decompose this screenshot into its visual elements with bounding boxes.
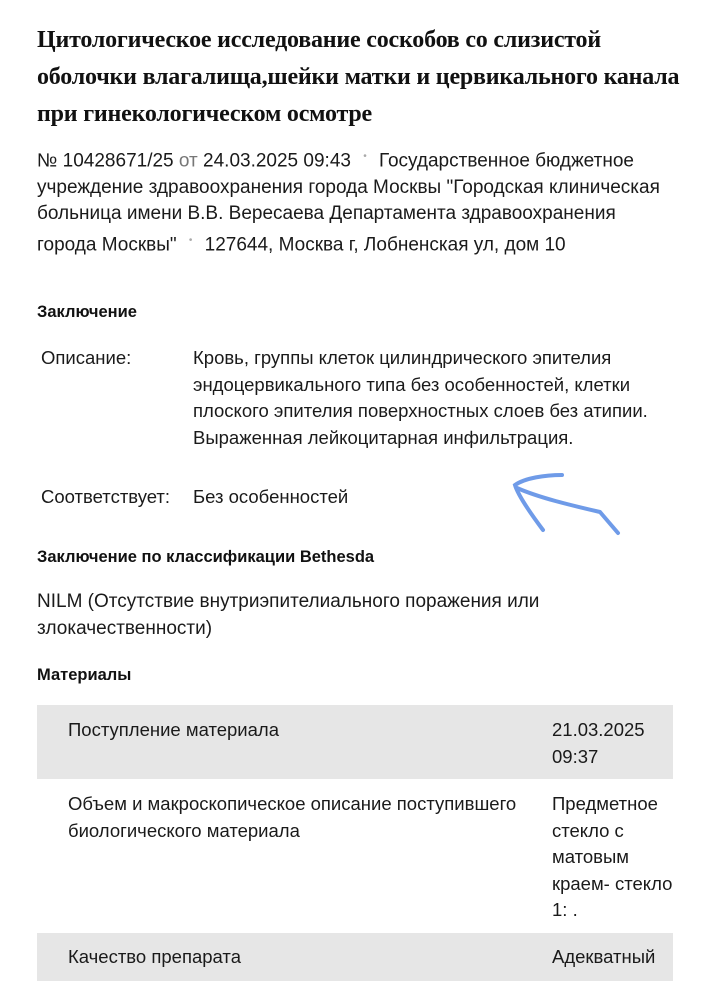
separator-dot-icon: • [363, 151, 367, 162]
corresponds-label: Соответствует: [41, 486, 171, 507]
table-row [37, 933, 673, 981]
corresponds-value: Без особенностей [193, 486, 349, 507]
table-row [37, 779, 673, 933]
document-number: № 10428671/25 [37, 150, 174, 172]
materials-table [37, 705, 673, 981]
table-row [37, 705, 673, 779]
document-meta [37, 144, 677, 259]
row-value: 21.03.2025 09:37 [552, 719, 645, 767]
document-title: Цитологическое исследование соскобов со слизистой оболочки влагалища,шейки матки и цервикального канала при гинекологическом осмотре [37, 27, 680, 127]
separator-dot-icon: • [188, 234, 193, 246]
hand-drawn-arrow-icon [500, 460, 640, 540]
description-value: Кровь, группы клеток цилиндрического эпителия эндоцервикального типа без особенностей, клетки плоского эпителия поверхностных слоев без атипии. Выраженная лейкоцитарная инфильтрация. [193, 347, 648, 448]
institution: Государственное бюджетное учреждение здравоохранения города Москвы "Городская клиническая больница имени В.В. Вересаева Департамента здравоохранения города Москвы" [37, 150, 660, 256]
bethesda-heading: Заключение по классификации Bethesda [37, 548, 375, 566]
description-label: Описание: [41, 347, 132, 368]
row-label: Объем и макроскопическое описание поступившего биологического материала [68, 793, 517, 841]
row-value: Адекватный [552, 946, 656, 967]
bethesda-value: NILM (Отсутствие внутриэпителиального поражения или злокачественности) [37, 591, 540, 639]
row-value: Предметное стекло с матовым краем- стекло 1: . [552, 793, 673, 920]
document-datetime: 24.03.2025 09:43 [203, 150, 351, 172]
row-label: Качество препарата [68, 946, 241, 967]
conclusion-heading: Заключение [37, 303, 137, 321]
address: 127644, Москва г, Лобненская ул, дом 10 [204, 234, 566, 256]
from-label: от [178, 150, 198, 172]
row-label: Поступление материала [68, 719, 279, 740]
materials-heading: Материалы [37, 666, 132, 684]
